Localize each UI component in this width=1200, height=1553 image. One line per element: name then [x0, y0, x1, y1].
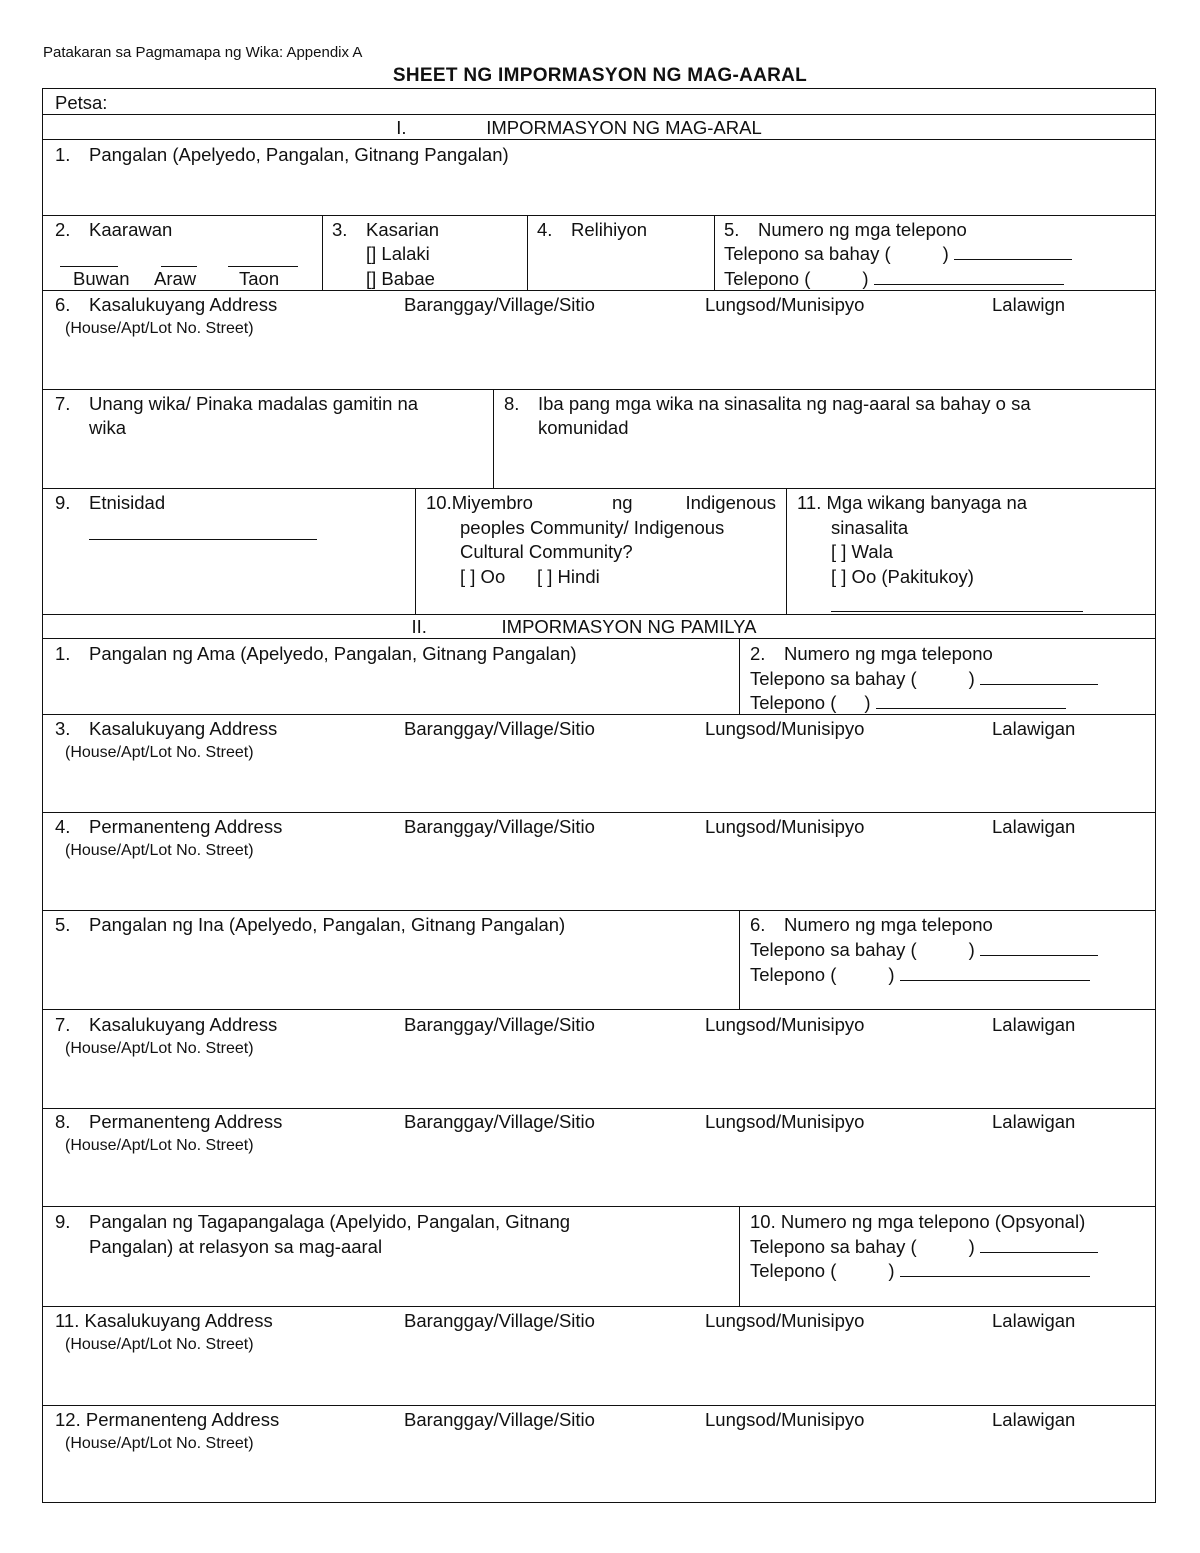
- row-divider: [43, 812, 1155, 813]
- city-label: Lungsod/Munisipyo: [705, 1310, 865, 1331]
- guardian-label-2: Pangalan) at relasyon sa mag-aaral: [89, 1236, 383, 1257]
- col-divider: [739, 638, 740, 714]
- row-divider: [43, 1108, 1155, 1109]
- city-label: Lungsod/Munisipyo: [705, 1014, 865, 1035]
- guardian-name-field[interactable]: 9. Pangalan ng Tagapangalaga (Apelyido, Pangalan, Gitnang: [55, 1211, 571, 1232]
- father-mobile-phone[interactable]: Telepono ( ): [750, 691, 1066, 715]
- row-divider: [43, 215, 1155, 216]
- province-label: Lalawigan: [992, 718, 1076, 739]
- section-1-header: [43, 116, 1155, 140]
- guardian-mobile-phone[interactable]: Telepono ( ): [750, 1259, 1090, 1283]
- foreign-languages-label-2: sinasalita: [831, 517, 909, 538]
- mother-home-phone[interactable]: Telepono sa bahay ( ): [750, 938, 1098, 962]
- col-divider: [786, 488, 787, 614]
- col-divider: [714, 215, 715, 290]
- barangay-label: Baranggay/Village/Sitio: [404, 718, 595, 739]
- date-label: Petsa:: [55, 92, 108, 113]
- address-sub-label: (House/Apt/Lot No. Street): [65, 1040, 254, 1057]
- mother-phones-field: 6. Numero ng mga telepono: [750, 914, 993, 935]
- col-divider: [322, 215, 323, 290]
- sex-option-female[interactable]: [] Babae: [366, 268, 435, 289]
- guardian-current-address[interactable]: 11. Kasalukuyang Address: [55, 1310, 273, 1331]
- current-address-field[interactable]: 6. Kasalukuyang Address: [55, 294, 278, 315]
- city-label: Lungsod/Munisipyo: [705, 294, 865, 315]
- student-name-field[interactable]: 1. Pangalan (Apelyedo, Pangalan, Gitnang Pangalan): [55, 144, 509, 165]
- city-label: Lungsod/Munisipyo: [705, 1409, 865, 1430]
- foreign-languages-field: 11. Mga wikang banyaga na: [797, 492, 1028, 513]
- col-divider: [493, 389, 494, 488]
- address-sub-label: (House/Apt/Lot No. Street): [65, 1137, 254, 1154]
- city-label: Lungsod/Munisipyo: [705, 1111, 865, 1132]
- father-home-phone[interactable]: Telepono sa bahay ( ): [750, 667, 1098, 691]
- row-divider: [43, 488, 1155, 489]
- barangay-label: Baranggay/Village/Sitio: [404, 1409, 595, 1430]
- guardian-phones-field: 10. Numero ng mga telepono (Opsyonal): [750, 1211, 1086, 1232]
- row-divider: [43, 114, 1155, 115]
- first-language-field[interactable]: 7. Unang wika/ Pinaka madalas gamitin na: [55, 393, 419, 414]
- foreign-option-yes[interactable]: [ ] Oo (Pakitukoy): [831, 566, 974, 587]
- foreign-languages-blank[interactable]: [831, 597, 1083, 612]
- barangay-label: Baranggay/Village/Sitio: [404, 1310, 595, 1331]
- barangay-label: Baranggay/Village/Sitio: [404, 294, 595, 315]
- barangay-label: Baranggay/Village/Sitio: [404, 816, 595, 837]
- birth-month-blank[interactable]: [60, 252, 118, 267]
- col-divider: [739, 1206, 740, 1306]
- mother-current-address[interactable]: 7. Kasalukuyang Address: [55, 1014, 278, 1035]
- province-label: Lalawign: [992, 294, 1066, 315]
- appendix-label: Patakaran sa Pagmamapa ng Wika: Appendix A: [43, 44, 363, 61]
- guardian-permanent-address[interactable]: 12. Permanenteng Address: [55, 1409, 280, 1430]
- first-language-label-2: wika: [89, 417, 127, 438]
- indigenous-label-3: Cultural Community?: [460, 541, 633, 562]
- row-divider: [43, 1306, 1155, 1307]
- indigenous-option-no[interactable]: [ ] Hindi: [537, 566, 600, 587]
- birth-day-label: Araw: [154, 268, 197, 289]
- barangay-label: Baranggay/Village/Sitio: [404, 1014, 595, 1035]
- mobile-phone-field[interactable]: Telepono ( ): [724, 267, 1064, 291]
- section-1-number: I.: [396, 117, 407, 138]
- phone-numbers-field: 5. Numero ng mga telepono: [724, 219, 967, 240]
- sex-field: 3. Kasarian: [332, 219, 440, 240]
- barangay-label: Baranggay/Village/Sitio: [404, 1111, 595, 1132]
- birth-day-blank[interactable]: [161, 252, 197, 267]
- province-label: Lalawigan: [992, 1310, 1076, 1331]
- address-sub-label: (House/Apt/Lot No. Street): [65, 744, 254, 761]
- mother-permanent-address[interactable]: 8. Permanenteng Address: [55, 1111, 283, 1132]
- religion-field[interactable]: 4. Relihiyon: [537, 219, 648, 240]
- address-sub-label: (House/Apt/Lot No. Street): [65, 320, 254, 337]
- birth-year-blank[interactable]: [228, 252, 298, 267]
- address-sub-label: (House/Apt/Lot No. Street): [65, 1336, 254, 1353]
- address-sub-label: (House/Apt/Lot No. Street): [65, 842, 254, 859]
- mother-mobile-phone[interactable]: Telepono ( ): [750, 963, 1090, 987]
- guardian-home-phone[interactable]: Telepono sa bahay ( ): [750, 1235, 1098, 1259]
- col-divider: [415, 488, 416, 614]
- row-divider: [43, 1206, 1155, 1207]
- indigenous-option-yes[interactable]: [ ] Oo: [460, 566, 506, 587]
- father-permanent-address[interactable]: 4. Permanenteng Address: [55, 816, 283, 837]
- sex-option-male[interactable]: [] Lalaki: [366, 243, 430, 264]
- col-divider: [739, 910, 740, 1009]
- section-1-title: IMPORMASYON NG MAG-ARAL: [486, 117, 762, 138]
- col-divider: [527, 215, 528, 290]
- father-current-address[interactable]: 3. Kasalukuyang Address: [55, 718, 278, 739]
- ethnicity-field: 9. Etnisidad: [55, 492, 166, 513]
- province-label: Lalawigan: [992, 1014, 1076, 1035]
- mother-name-field[interactable]: 5. Pangalan ng Ina (Apelyedo, Pangalan, Gitnang Pangalan): [55, 914, 566, 935]
- province-label: Lalawigan: [992, 816, 1076, 837]
- row-divider: [43, 1009, 1155, 1010]
- section-2-header: [43, 615, 1155, 639]
- father-name-field[interactable]: 1. Pangalan ng Ama (Apelyedo, Pangalan, Gitnang Pangalan): [55, 643, 577, 664]
- address-sub-label: (House/Apt/Lot No. Street): [65, 1435, 254, 1452]
- indigenous-field: 10.Miyembro ng Indigenous: [426, 492, 776, 513]
- row-divider: [43, 910, 1155, 911]
- foreign-option-none[interactable]: [ ] Wala: [831, 541, 894, 562]
- section-2-number: II.: [411, 616, 427, 637]
- birthday-field[interactable]: 2. Kaarawan: [55, 219, 173, 240]
- student-info-form: [42, 88, 1156, 1503]
- indigenous-label-2: peoples Community/ Indigenous: [460, 517, 725, 538]
- other-languages-field[interactable]: 8. Iba pang mga wika na sinasalita ng nag-aaral sa bahay o sa: [504, 393, 1031, 414]
- section-2-title: IMPORMASYON NG PAMILYA: [501, 616, 757, 637]
- home-phone-field[interactable]: Telepono sa bahay ( ): [724, 242, 1072, 266]
- row-divider: [43, 1405, 1155, 1406]
- row-divider: [43, 389, 1155, 390]
- city-label: Lungsod/Munisipyo: [705, 718, 865, 739]
- other-languages-label-2: komunidad: [538, 417, 629, 438]
- province-label: Lalawigan: [992, 1111, 1076, 1132]
- father-phones-field: 2. Numero ng mga telepono: [750, 643, 993, 664]
- province-label: Lalawigan: [992, 1409, 1076, 1430]
- birth-month-label: Buwan: [73, 268, 130, 289]
- form-title: SHEET NG IMPORMASYON NG MAG-AARAL: [392, 65, 808, 86]
- ethnicity-blank[interactable]: [89, 525, 317, 540]
- birth-year-label: Taon: [239, 268, 280, 289]
- city-label: Lungsod/Munisipyo: [705, 816, 865, 837]
